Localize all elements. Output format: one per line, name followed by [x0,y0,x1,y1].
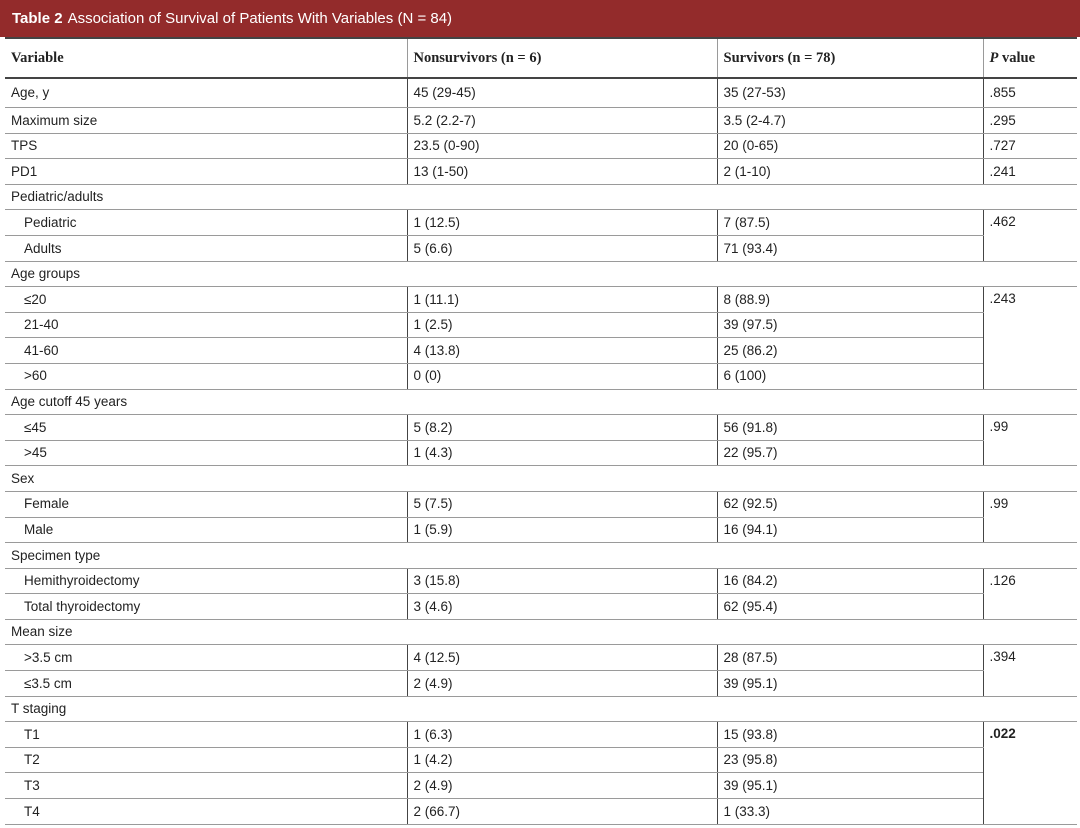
nonsurvivors-cell: 5 (7.5) [407,491,717,517]
row-label: >45 [5,440,407,466]
section-label: Mean size [5,619,1077,645]
nonsurvivors-cell: 13 (1-50) [407,159,717,185]
header-p-italic: P [989,49,999,66]
nonsurvivors-cell: 1 (4.3) [407,440,717,466]
row-label: 41-60 [5,338,407,364]
survivors-cell: 16 (94.1) [717,517,983,543]
row-label: PD1 [5,159,407,185]
survivors-cell: 7 (87.5) [717,210,983,236]
p-value-cell: .126 [983,568,1077,619]
row-label: T3 [5,773,407,799]
survivors-cell: 62 (95.4) [717,594,983,620]
row-label: T2 [5,747,407,773]
survivors-cell: 39 (95.1) [717,671,983,697]
nonsurvivors-cell: 23.5 (0-90) [407,133,717,159]
table-row [5,722,1077,748]
row-label: Maximum size [5,108,407,134]
nonsurvivors-cell: 1 (6.3) [407,722,717,748]
table-row [5,517,1077,543]
section-label: Age groups [5,261,1077,287]
section-label: Sex [5,466,1077,492]
p-value-cell: .241 [983,159,1077,185]
section-row [5,261,1077,287]
survivors-cell: 1 (33.3) [717,799,983,825]
nonsurvivors-cell: 1 (11.1) [407,287,717,313]
row-label: Age, y [5,78,407,108]
survivors-cell: 39 (95.1) [717,773,983,799]
row-label: TPS [5,133,407,159]
header-variable: Variable [5,38,407,78]
row-label: ≤20 [5,287,407,313]
table-row [5,594,1077,620]
survivors-cell: 25 (86.2) [717,338,983,364]
table-row [5,415,1077,441]
header-nonsurvivors: Nonsurvivors (n = 6) [407,38,717,78]
survivors-cell: 16 (84.2) [717,568,983,594]
row-label: >60 [5,363,407,389]
table-row [5,773,1077,799]
row-label: Hemithyroidectomy [5,568,407,594]
table-row [5,312,1077,338]
survivors-cell: 35 (27-53) [717,78,983,108]
survivors-cell: 39 (97.5) [717,312,983,338]
table-caption: Association of Survival of Patients With Variables (N = 84) [67,10,453,27]
row-label: >3.5 cm [5,645,407,671]
survivors-cell: 15 (93.8) [717,722,983,748]
p-value-cell: .394 [983,645,1077,696]
nonsurvivors-cell: 1 (4.2) [407,747,717,773]
section-row [5,543,1077,569]
table-row [5,210,1077,236]
row-label: Male [5,517,407,543]
p-value-cell: .99 [983,491,1077,542]
survivors-cell: 8 (88.9) [717,287,983,313]
table-row [5,671,1077,697]
p-value-cell: .022 [983,722,1077,824]
survivors-cell: 28 (87.5) [717,645,983,671]
survivors-cell: 71 (93.4) [717,235,983,261]
survivors-cell: 62 (92.5) [717,491,983,517]
row-label: ≤45 [5,415,407,441]
table-row [5,235,1077,261]
header-survivors: Survivors (n = 78) [717,38,983,78]
section-label: T staging [5,696,1077,722]
section-row [5,389,1077,415]
section-label: Pediatric/adults [5,184,1077,210]
row-label: T1 [5,722,407,748]
p-value-cell: .243 [983,287,1077,389]
table-row [5,645,1077,671]
survivors-cell: 20 (0-65) [717,133,983,159]
survivors-cell: 22 (95.7) [717,440,983,466]
row-label: T4 [5,799,407,825]
p-value-cell: .462 [983,210,1077,261]
row-label: Pediatric [5,210,407,236]
row-label: ≤3.5 cm [5,671,407,697]
table-row [5,287,1077,313]
nonsurvivors-cell: 4 (13.8) [407,338,717,364]
p-value-cell: .855 [983,78,1077,108]
survival-association-table [5,37,1077,825]
nonsurvivors-cell: 45 (29-45) [407,78,717,108]
nonsurvivors-cell: 1 (2.5) [407,312,717,338]
survivors-cell: 56 (91.8) [717,415,983,441]
table-header-row [5,38,1077,78]
p-value-cell: .99 [983,415,1077,466]
table-row [5,568,1077,594]
table-row [5,747,1077,773]
table-row [5,799,1077,825]
table-row [5,440,1077,466]
row-label: Female [5,491,407,517]
section-row [5,184,1077,210]
section-label: Specimen type [5,543,1077,569]
row-label: Total thyroidectomy [5,594,407,620]
nonsurvivors-cell: 5 (8.2) [407,415,717,441]
section-row [5,619,1077,645]
table-title-bar [0,0,1080,37]
nonsurvivors-cell: 2 (4.9) [407,671,717,697]
nonsurvivors-cell: 4 (12.5) [407,645,717,671]
table-row [5,363,1077,389]
row-label: Adults [5,235,407,261]
survivors-cell: 6 (100) [717,363,983,389]
nonsurvivors-cell: 3 (15.8) [407,568,717,594]
section-row [5,696,1077,722]
header-p-rest: value [998,49,1036,66]
nonsurvivors-cell: 5.2 (2.2-7) [407,108,717,134]
table-number: Table 2 [12,10,63,27]
table-row [5,159,1077,185]
section-label: Age cutoff 45 years [5,389,1077,415]
nonsurvivors-cell: 3 (4.6) [407,594,717,620]
table-row [5,133,1077,159]
p-value-cell: .727 [983,133,1077,159]
table-row [5,78,1077,108]
nonsurvivors-cell: 2 (4.9) [407,773,717,799]
nonsurvivors-cell: 1 (12.5) [407,210,717,236]
table-row [5,491,1077,517]
table-row [5,108,1077,134]
row-label: 21-40 [5,312,407,338]
nonsurvivors-cell: 2 (66.7) [407,799,717,825]
p-value-cell: .295 [983,108,1077,134]
table-row [5,338,1077,364]
section-row [5,466,1077,492]
survivors-cell: 2 (1-10) [717,159,983,185]
header-p-value [983,38,1077,78]
survivors-cell: 3.5 (2-4.7) [717,108,983,134]
nonsurvivors-cell: 0 (0) [407,363,717,389]
survivors-cell: 23 (95.8) [717,747,983,773]
nonsurvivors-cell: 1 (5.9) [407,517,717,543]
nonsurvivors-cell: 5 (6.6) [407,235,717,261]
